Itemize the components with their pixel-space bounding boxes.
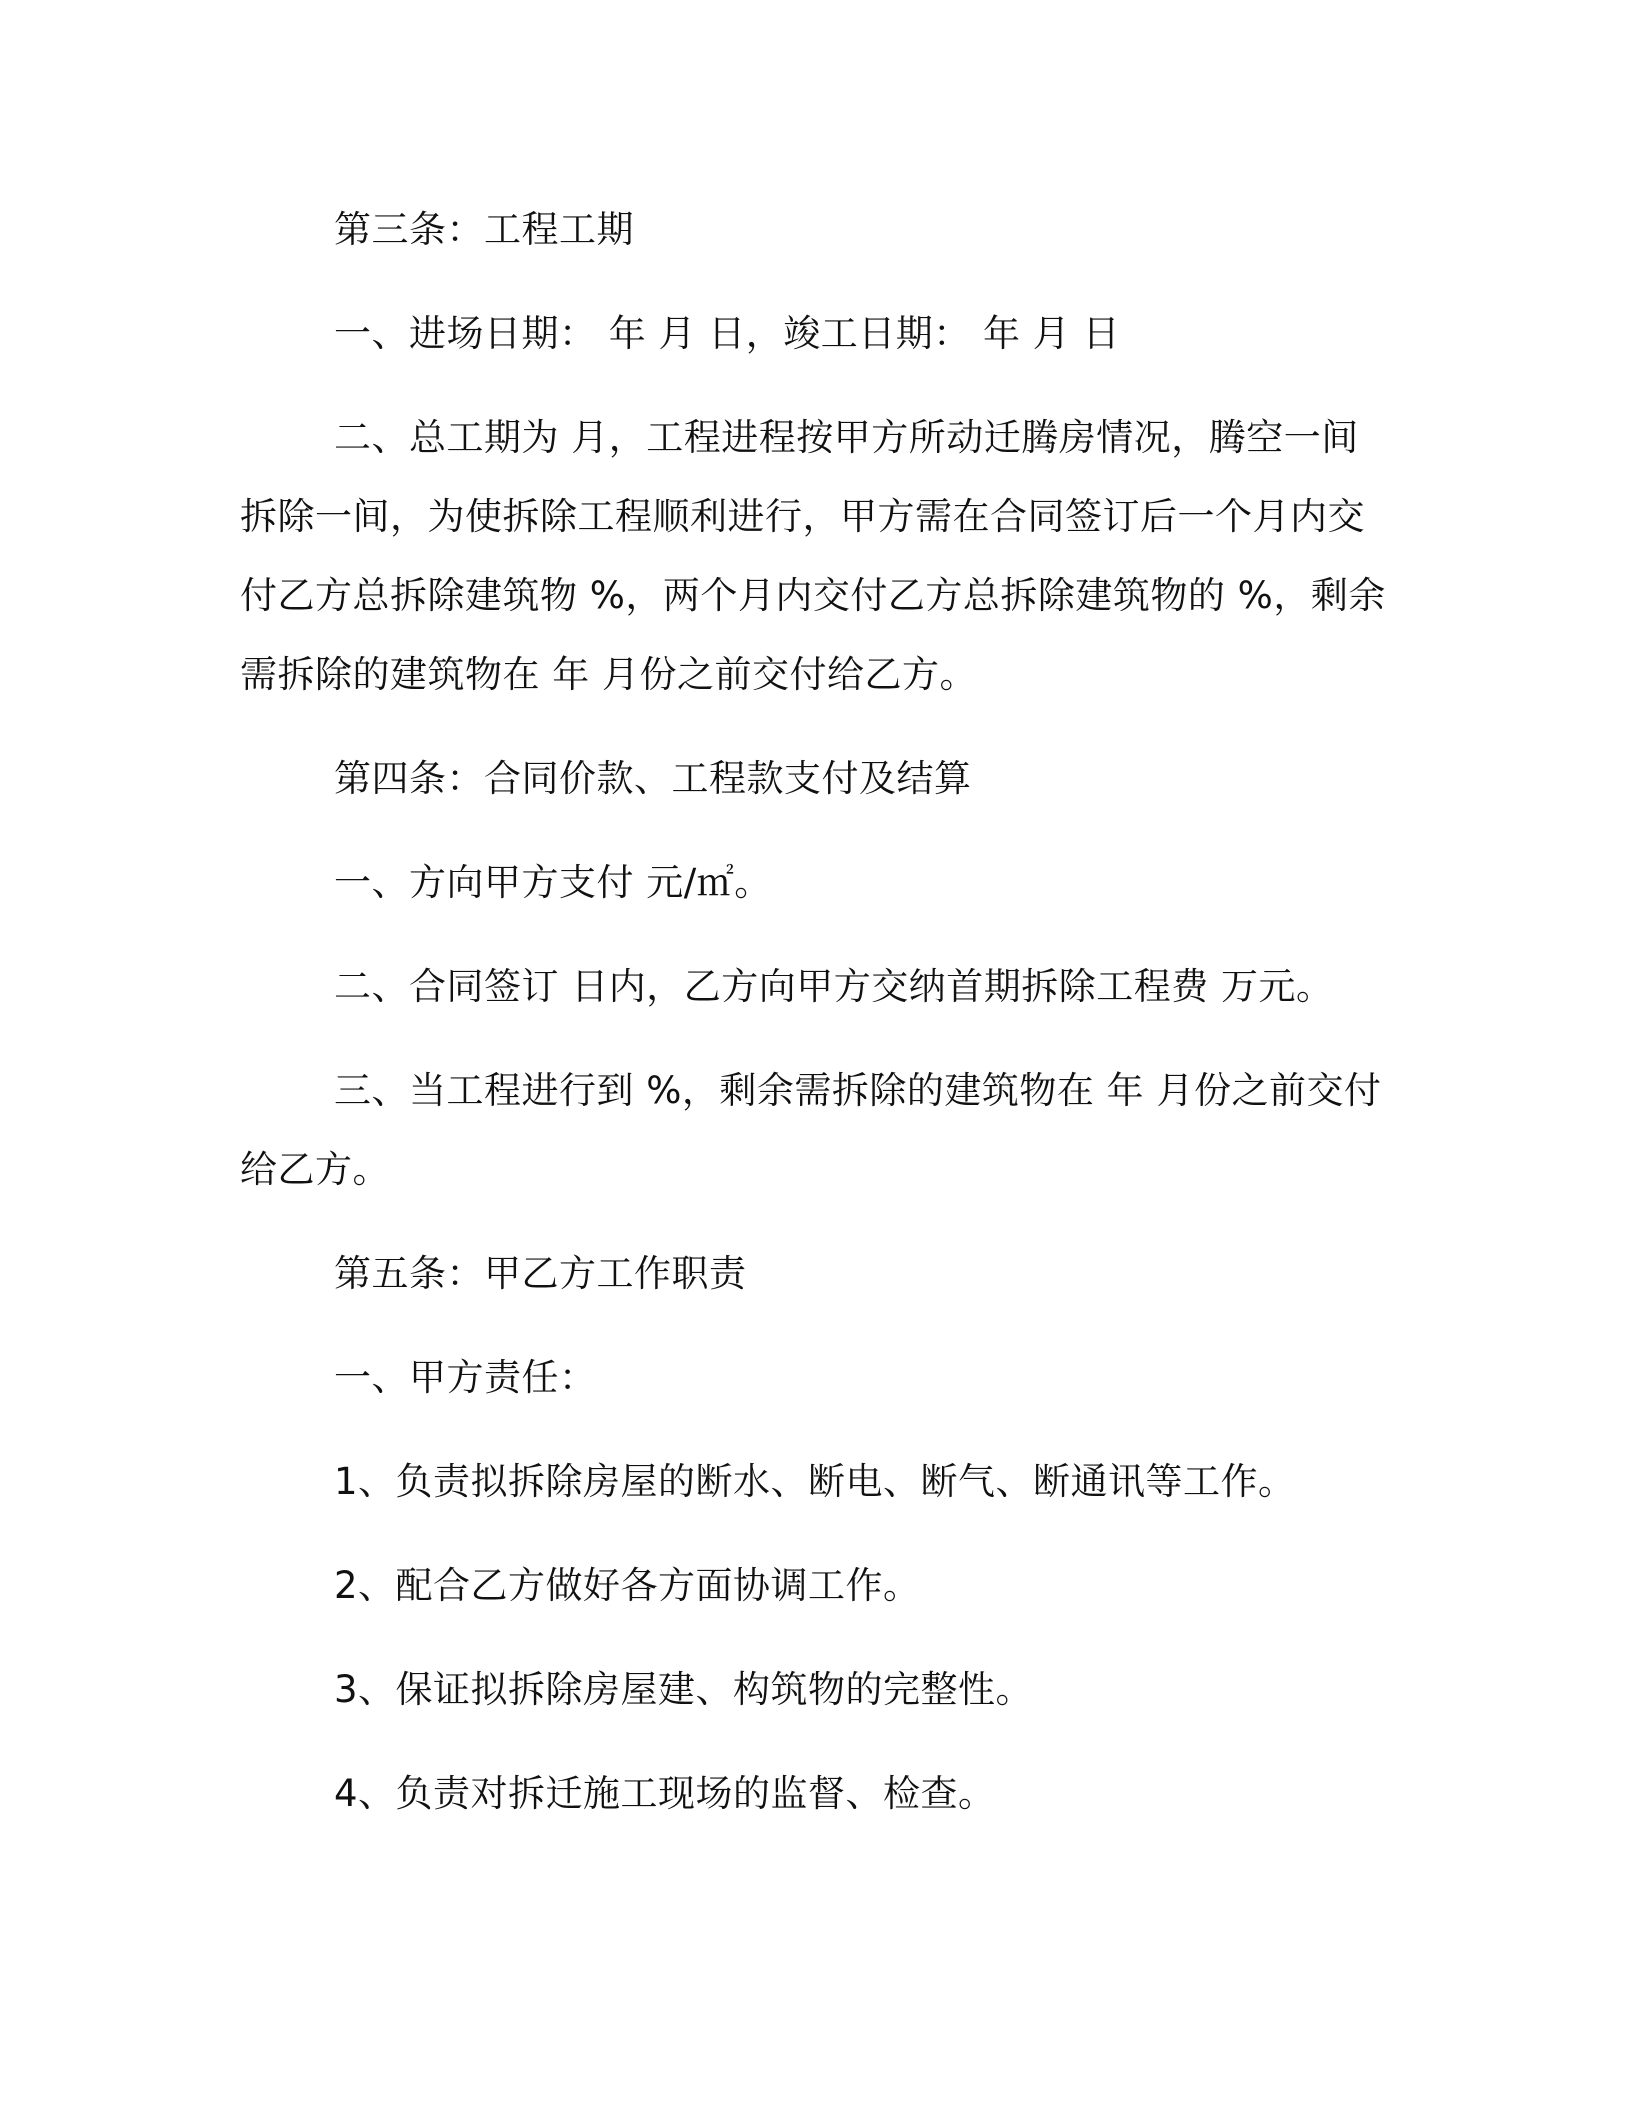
- party-a-duty-2: 2、配合乙方做好各方面协调工作。: [334, 1564, 921, 1607]
- clause-4-1-payment-rate: 一、方向甲方支付 元/㎡。: [334, 861, 772, 904]
- document-body: [240, 190, 1390, 1833]
- article-5-heading: 第五条：甲乙方工作职责: [334, 1252, 747, 1295]
- clause-4-3-progress: 三、当工程进行到 %，剩余需拆除的建筑物在 年 月份之前交付给乙方。: [240, 1069, 1382, 1191]
- party-a-responsibility-heading: 一、甲方责任：: [334, 1356, 597, 1399]
- party-a-duty-1: 1、负责拟拆除房屋的断水、断电、断气、断通讯等工作。: [334, 1460, 1296, 1503]
- article-3-heading: 第三条：工程工期: [334, 208, 634, 251]
- clause-4-2-first-payment: 二、合同签订 日内，乙方向甲方交纳首期拆除工程费 万元。: [334, 965, 1334, 1008]
- party-a-duty-4: 4、负责对拆迁施工现场的监督、检查。: [334, 1772, 996, 1815]
- clause-3-2-duration: 二、总工期为 月，工程进程按甲方所动迁腾房情况，腾空一间拆除一间，为使拆除工程顺利进行，甲方需在合同签订后一个月内交付乙方总拆除建筑物 %，两个月内交付乙方总拆除建筑物的 %，剩余需拆除的建筑物在 年 月份之前交付给乙方。: [240, 416, 1386, 696]
- clause-3-1-dates: 一、进场日期： 年 月 日，竣工日期： 年 月 日: [334, 312, 1121, 355]
- party-a-duty-3: 3、保证拟拆除房屋建、构筑物的完整性。: [334, 1668, 1034, 1711]
- article-4-heading: 第四条：合同价款、工程款支付及结算: [334, 757, 972, 800]
